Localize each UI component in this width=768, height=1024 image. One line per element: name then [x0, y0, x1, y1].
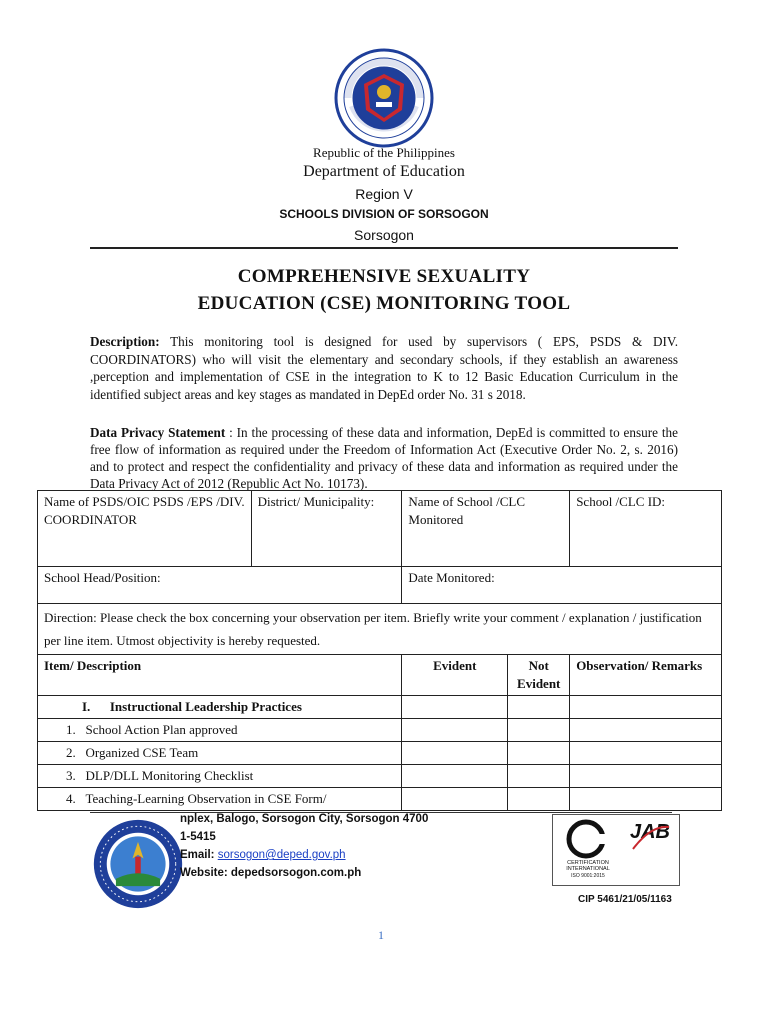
district-cell[interactable]: [251, 491, 402, 567]
region-line: Region V: [355, 186, 413, 202]
privacy-paragraph: [90, 424, 678, 492]
cert-text: CERTIFICATION INTERNATIONAL: [566, 860, 610, 872]
privacy-label: Data Privacy Statement: [90, 425, 226, 440]
remarks-field[interactable]: [570, 719, 722, 742]
col-item-header: Item/ Description: [38, 655, 402, 696]
name-cell[interactable]: [38, 491, 252, 567]
item-number: 2.: [66, 745, 76, 760]
not-evident-checkbox[interactable]: [508, 765, 570, 788]
cip-code: CIP 5461/21/05/1163: [578, 894, 672, 905]
col-not-evident-header: Not Evident: [508, 655, 570, 696]
footer-email-row: [180, 849, 346, 861]
evident-checkbox[interactable]: [402, 765, 508, 788]
title-line-1: COMPREHENSIVE SEXUALITY: [237, 266, 531, 287]
section-row: [38, 696, 402, 719]
table-row: [38, 765, 722, 788]
col-evident-header: Evident: [402, 655, 508, 696]
evident-checkbox[interactable]: [402, 788, 508, 811]
footer-website: Website: depedsorsogon.com.ph: [180, 867, 362, 879]
item-text: Organized CSE Team: [85, 745, 199, 760]
table-row: [38, 719, 722, 742]
division-seal-logo: [92, 818, 184, 910]
remarks-field[interactable]: [570, 765, 722, 788]
monitoring-form-table: [37, 490, 722, 811]
header-divider: [90, 247, 678, 249]
date-label: Date Monitored:: [408, 570, 495, 585]
section-not-evident: [508, 696, 570, 719]
footer-phone: 1-5415: [180, 831, 216, 843]
school-name-cell[interactable]: [402, 491, 570, 567]
privacy-text: : In the processing of these data and information, DepEd is committed to ensure the free flow of information as required under the Freedom of Information Act (Executive Order No. 2, s. 2016) and to protect and respect the confidentiality and privacy of these data and information as required under the Data Privacy Act of 2012 (Republic Act No. 10173).: [90, 425, 678, 491]
item-number: 3.: [66, 768, 76, 783]
evident-checkbox[interactable]: [402, 742, 508, 765]
school-id-label: School /CLC ID:: [576, 494, 666, 509]
col-remarks-header: Observation/ Remarks: [570, 655, 722, 696]
table-row: [38, 742, 722, 765]
place-line: Sorsogon: [354, 227, 414, 243]
item-text: School Action Plan approved: [85, 722, 238, 737]
footer-address: nplex, Balogo, Sorsogon City, Sorsogon 4700: [180, 813, 429, 825]
republic-line: Republic of the Philippines: [313, 145, 455, 160]
not-evident-checkbox[interactable]: [508, 788, 570, 811]
page-number: 1: [378, 928, 384, 942]
description-paragraph: [90, 333, 678, 403]
district-label: District/ Municipality:: [257, 494, 375, 509]
not-evident-checkbox[interactable]: [508, 742, 570, 765]
description-text: This monitoring tool is designed for used by supervisors ( EPS, PSDS & DIV. COORDINATORS) who will visit the elementary and secondary schools, if they establish an awareness ,perception and implementation of CSE in the integration to K to 12 Basic Education Curriculum in the identified subject areas and key stages as mandated in DepEd order No. 31 s 2018.: [90, 334, 678, 402]
evident-checkbox[interactable]: [402, 719, 508, 742]
title-line-2: EDUCATION (CSE) MONITORING TOOL: [197, 293, 571, 314]
certification-ring-icon: [563, 819, 609, 859]
remarks-field[interactable]: [570, 742, 722, 765]
table-row: [38, 788, 722, 811]
school-head-cell[interactable]: [38, 567, 402, 604]
direction-text: Direction: Please check the box concerning your observation per item. Briefly write your comment / explanation / justification per line item. Utmost objectivity is hereby requested.: [44, 610, 702, 648]
jab-mark: JAB: [629, 821, 670, 843]
section-remarks: [570, 696, 722, 719]
school-name-label: Name of School /CLC Monitored: [408, 494, 526, 527]
direction-cell: [38, 604, 722, 655]
item-number: 1.: [66, 722, 76, 737]
section-number: I.: [82, 699, 91, 714]
deped-seal-logo: [334, 48, 434, 148]
item-text: Teaching-Learning Observation in CSE Form/: [85, 791, 327, 806]
iso-text: ISO 9001:2015: [571, 873, 605, 879]
email-label: Email:: [180, 849, 215, 861]
school-head-label: School Head/Position:: [44, 570, 161, 585]
jab-swoosh-icon: [631, 823, 671, 851]
department-line: Department of Education: [303, 163, 465, 180]
section-title: Instructional Leadership Practices: [109, 699, 302, 714]
date-cell[interactable]: [402, 567, 722, 604]
item-number: 4.: [66, 791, 76, 806]
email-link[interactable]: sorsogon@deped.gov.ph: [217, 849, 346, 861]
remarks-field[interactable]: [570, 788, 722, 811]
certification-badge: [552, 814, 680, 886]
school-id-cell[interactable]: [570, 491, 722, 567]
division-line: SCHOOLS DIVISION OF SORSOGON: [279, 207, 489, 221]
item-text: DLP/DLL Monitoring Checklist: [85, 768, 254, 783]
description-label: Description:: [90, 334, 160, 349]
name-label: Name of PSDS/OIC PSDS /EPS /DIV. COORDINATOR: [44, 494, 245, 527]
not-evident-checkbox[interactable]: [508, 719, 570, 742]
section-evident: [402, 696, 508, 719]
